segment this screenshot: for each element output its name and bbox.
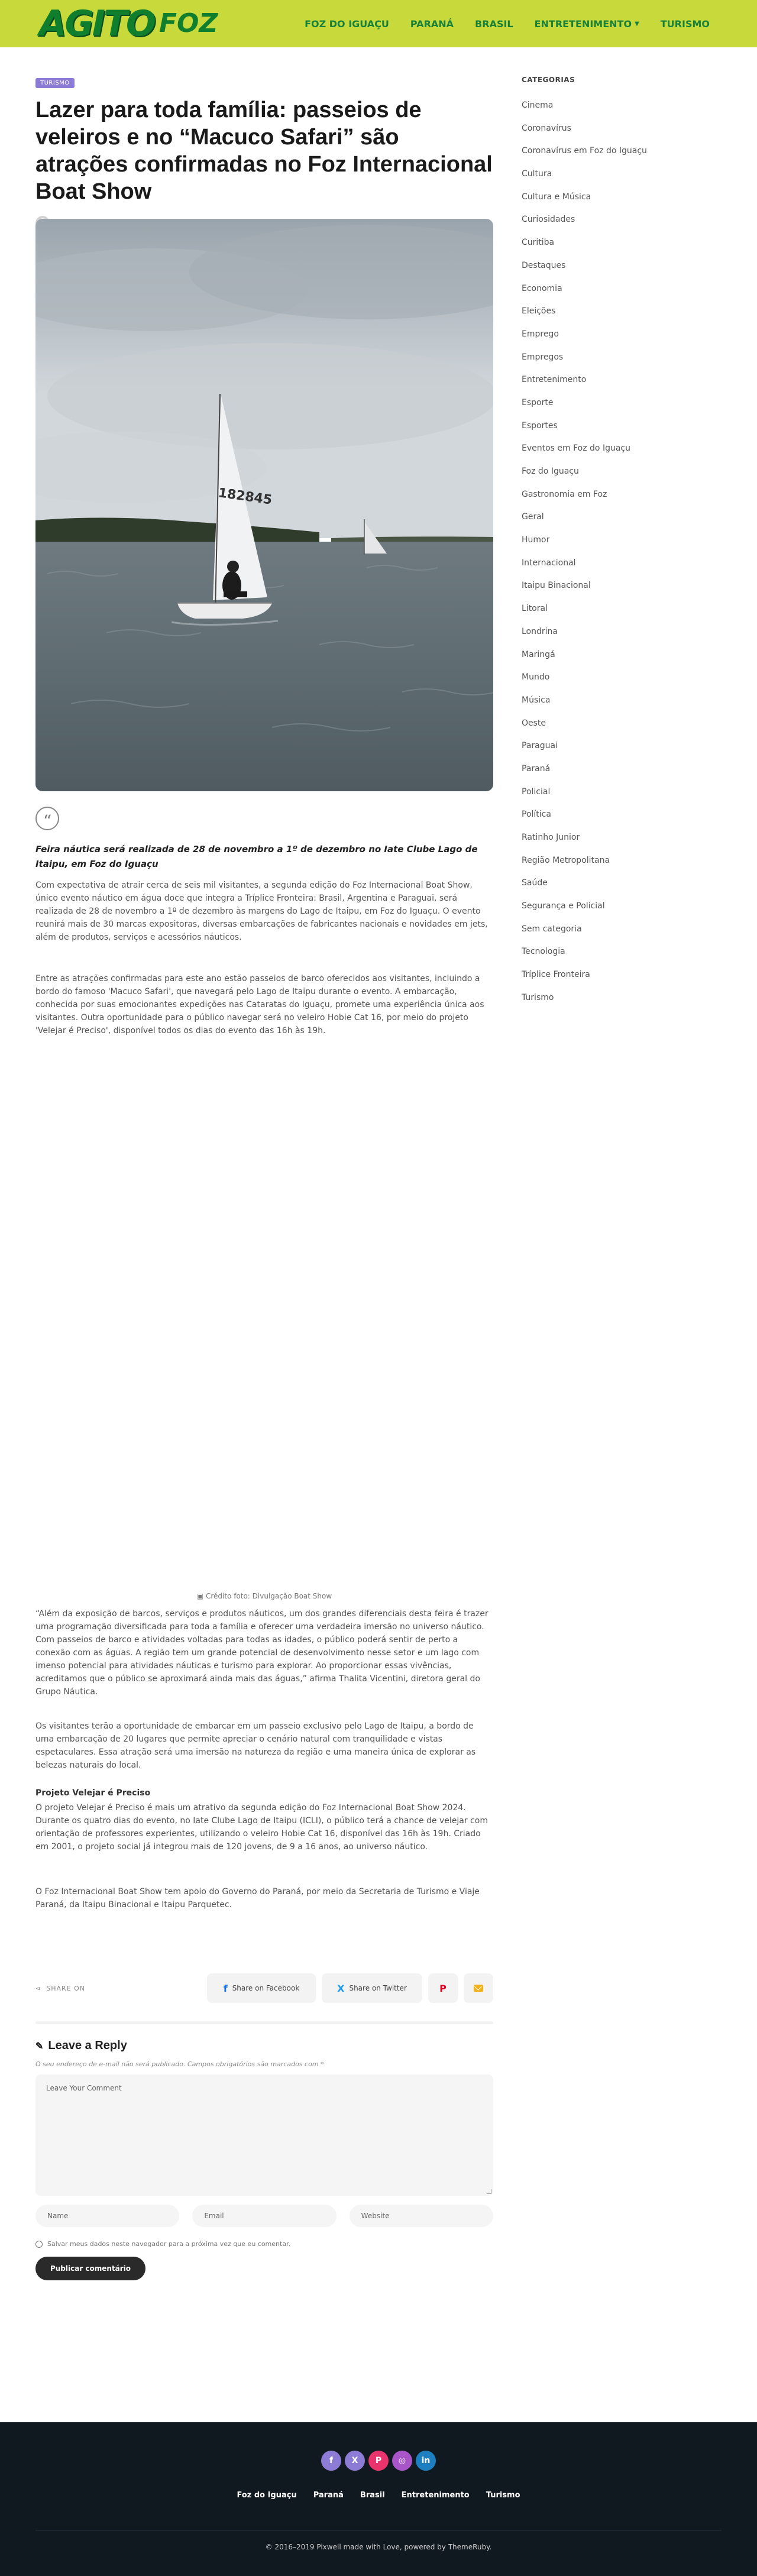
category-list bbox=[522, 101, 722, 1016]
sidebar-category-item[interactable]: Música bbox=[522, 695, 551, 705]
sidebar-category-item[interactable]: Cultura bbox=[522, 169, 552, 179]
twitter-icon[interactable]: X bbox=[345, 2451, 365, 2471]
sidebar-category-item[interactable]: Itaipu Binacional bbox=[522, 581, 591, 591]
comments-note: O seu endereço de e-mail não será publicado. Campos obrigatórios são marcados com * bbox=[35, 2060, 324, 2068]
sidebar-category-item[interactable]: Tríplice Fronteira bbox=[522, 970, 590, 980]
save-data-row bbox=[35, 2240, 290, 2248]
sidebar-category-item[interactable]: Gastronomia em Foz bbox=[522, 489, 607, 499]
sidebar-category-item[interactable]: Turismo bbox=[522, 992, 554, 1002]
sidebar-category-item[interactable]: Segurança e Policial bbox=[522, 901, 605, 911]
sidebar-category-item[interactable]: Paraguai bbox=[522, 741, 558, 751]
sidebar-category-item[interactable]: Foz do Iguaçu bbox=[522, 467, 579, 476]
share-bar bbox=[35, 1972, 493, 2005]
save-data-label: Salvar meus dados neste navegador para a próxima vez que eu comentar. bbox=[47, 2240, 291, 2248]
comments-title bbox=[35, 2039, 127, 2053]
hero-image bbox=[35, 219, 493, 791]
footer-nav-link[interactable]: Turismo bbox=[486, 2491, 520, 2500]
footer-nav bbox=[0, 2491, 757, 2500]
nav-label: FOZ DO IGUAÇU bbox=[305, 18, 389, 30]
image-caption-text: Crédito foto: Divulgação Boat Show bbox=[205, 1592, 332, 1600]
share-twitter-button[interactable] bbox=[322, 1973, 422, 2003]
sidebar-category-item[interactable]: Empregos bbox=[522, 352, 564, 362]
sidebar-category-item[interactable]: Humor bbox=[522, 535, 550, 545]
facebook-icon[interactable]: f bbox=[321, 2451, 341, 2471]
facebook-icon: f bbox=[223, 1982, 228, 1994]
sidebar-category-item[interactable]: Internacional bbox=[522, 558, 576, 568]
share-label-text: SHARE ON bbox=[46, 1984, 85, 1992]
article bbox=[35, 76, 493, 508]
comment-inputs bbox=[35, 2205, 493, 2227]
footer-nav-link[interactable]: Entretenimento bbox=[401, 2491, 470, 2500]
site-logo[interactable] bbox=[39, 4, 218, 44]
instagram-icon[interactable]: ◎ bbox=[392, 2451, 412, 2471]
twitter-icon: X bbox=[337, 1982, 345, 1994]
share-twitter-label: Share on Twitter bbox=[349, 1984, 407, 1992]
camera-icon: ▣ bbox=[196, 1592, 206, 1600]
name-placeholder: Name bbox=[47, 2212, 69, 2220]
social-links bbox=[0, 2451, 757, 2471]
sidebar-category-item[interactable]: Policial bbox=[522, 787, 551, 797]
sidebar-category-item[interactable]: Litoral bbox=[522, 604, 548, 614]
footer-nav-link[interactable]: Brasil bbox=[360, 2491, 385, 2500]
quote-icon: “ bbox=[35, 807, 59, 830]
sidebar-category-item[interactable]: Cultura e Música bbox=[522, 192, 591, 202]
sidebar-category-item[interactable]: Geral bbox=[522, 512, 544, 522]
sidebar-category-item[interactable]: Londrina bbox=[522, 626, 558, 636]
image-caption bbox=[35, 1592, 493, 1600]
copyright: © 2016–2019 Pixwell made with Love, powered by ThemeRuby. bbox=[265, 2543, 492, 2551]
footer-nav-link[interactable]: Paraná bbox=[313, 2491, 344, 2500]
share-label bbox=[35, 1985, 85, 1992]
sidebar-category-item[interactable]: Maringá bbox=[522, 649, 555, 659]
sidebar-category-item[interactable]: Economia bbox=[522, 283, 562, 293]
email-icon bbox=[474, 1985, 483, 1992]
save-data-checkbox[interactable] bbox=[35, 2241, 43, 2248]
sidebar-category-item[interactable]: Coronavírus em Foz do Iguaçu bbox=[522, 146, 647, 156]
nav-label: ENTRETENIMENTO bbox=[534, 18, 632, 30]
sidebar-category-item[interactable]: Paraná bbox=[522, 763, 551, 774]
email-placeholder: Email bbox=[204, 2212, 224, 2220]
sidebar-category-item[interactable]: Curiosidades bbox=[522, 215, 575, 225]
nav-item-parana[interactable] bbox=[410, 18, 454, 30]
footer-nav-link[interactable]: Foz do Iguaçu bbox=[237, 2491, 297, 2500]
sidebar-category-item[interactable]: Emprego bbox=[522, 329, 559, 339]
article-paragraph: Os visitantes terão a oportunidade de embarcar em um passeio exclusivo pelo Lago de Itaipu, a bordo de uma embarcação de 20 lugares que permite apreciar o cenário natural com tranquilidade e vistas espetaculares. Essa atração será uma imersão na natureza da região e uma maneira única de explorar as belezas naturais do local. bbox=[35, 1721, 476, 1770]
sidebar-category-item[interactable]: Esporte bbox=[522, 397, 554, 407]
sidebar-category-item[interactable]: Sem categoria bbox=[522, 924, 582, 934]
pinterest-icon[interactable]: P bbox=[368, 2451, 389, 2471]
comment-placeholder: Leave Your Comment bbox=[46, 2084, 122, 2092]
sidebar-category-item[interactable]: Política bbox=[522, 810, 551, 820]
article-lead: Feira náutica será realizada de 28 de novembro a 1º de dezembro no Iate Clube Lago de Itaipu, em Foz do Iguaçu bbox=[35, 844, 478, 869]
comment-textarea[interactable] bbox=[35, 2075, 493, 2196]
section-heading: Projeto Velejar é Preciso bbox=[35, 1788, 151, 1798]
sidebar-category-item[interactable]: Ratinho Junior bbox=[522, 833, 580, 842]
submit-comment-button[interactable]: Publicar comentário bbox=[35, 2257, 145, 2280]
sidebar-title: CATEGORIAS bbox=[522, 76, 575, 84]
logo-sub-text: FOZ bbox=[158, 8, 218, 38]
resize-handle[interactable] bbox=[487, 2189, 491, 2194]
chevron-down-icon: ▼ bbox=[635, 20, 639, 27]
pinterest-icon: P bbox=[439, 1982, 447, 1994]
nav-label: TURISMO bbox=[660, 18, 710, 30]
nav-label: PARANÁ bbox=[410, 18, 454, 30]
logo-main-text: AGITO bbox=[39, 3, 154, 44]
website-input[interactable] bbox=[350, 2205, 493, 2227]
sidebar-category-item[interactable]: Curitiba bbox=[522, 238, 555, 248]
site-header bbox=[0, 0, 757, 47]
sidebar-category-item[interactable]: Tecnologia bbox=[522, 947, 565, 957]
site-footer bbox=[0, 2422, 757, 2576]
share-facebook-label: Share on Facebook bbox=[232, 1984, 300, 1992]
sidebar-category-item[interactable]: Mundo bbox=[522, 672, 550, 682]
nav-item-turismo[interactable] bbox=[661, 18, 710, 30]
share-facebook-button[interactable] bbox=[207, 1973, 316, 2003]
sidebar-category-item[interactable]: Entretenimento bbox=[522, 375, 587, 385]
divider bbox=[35, 2021, 493, 2024]
nav-label: BRASIL bbox=[475, 18, 513, 30]
sidebar-category-item[interactable]: Oeste bbox=[522, 718, 546, 728]
sidebar-category-item[interactable]: Esportes bbox=[522, 420, 558, 431]
sidebar-category-item[interactable]: Destaques bbox=[522, 260, 566, 270]
linkedin-icon[interactable]: in bbox=[416, 2451, 436, 2471]
comment-icon: ✎ bbox=[35, 2041, 44, 2051]
article-title: Lazer para toda família: passeios de veleiros e no “Macuco Safari” são atrações confirmadas no Foz Internacional Boat Show bbox=[35, 98, 493, 204]
sail-number-text: 182845 bbox=[217, 486, 273, 508]
website-placeholder: Website bbox=[361, 2212, 390, 2220]
email-input[interactable] bbox=[192, 2205, 336, 2227]
article-paragraph: O Foz Internacional Boat Show tem apoio do Governo do Paraná, por meio da Secretaria de Turismo e Viaje Paraná, da Itaipu Binacional e Itaipu Parquetec. bbox=[35, 1887, 480, 1910]
nav-item-entretenimento[interactable] bbox=[535, 18, 639, 30]
name-input[interactable] bbox=[35, 2205, 179, 2227]
sidebar bbox=[522, 76, 722, 1016]
sidebar-category-item[interactable]: Eleições bbox=[522, 306, 556, 316]
nav-item-foz[interactable] bbox=[305, 18, 389, 30]
article-paragraph: O projeto Velejar é Preciso é mais um atrativo da segunda edição do Foz Internacional Boat Show 2024. Durante os quatro dias do evento, no Iate Clube Lago de Itaipu (ICLI), o público terá a chance de velejar com orientação de professores experientes, utilizando o veleiro Hobie Cat 16, disponível das 16h às 19h. Criado em 2001, o projeto social já integrou mais de 120 jovens, de 9 a 16 anos, ao universo náutico. bbox=[35, 1803, 488, 1852]
category-badge[interactable]: TURISMO bbox=[35, 78, 75, 88]
main-nav bbox=[305, 0, 710, 47]
sidebar-category-item[interactable]: Cinema bbox=[522, 101, 554, 110]
share-pinterest-button[interactable] bbox=[428, 1973, 458, 2003]
article-paragraph: Entre as atrações confirmadas para este ano estão passeios de barco oferecidos aos visitantes, incluindo a bordo do famoso 'Macuco Safari', que navegará pelo Lago de Itaipu durante o evento. A embarcação, conhecida por suas emocionantes expedições nas Cataratas do Iguaçu, promete uma experiência única aos visitantes. Outra oportunidade para o público navegar será no veleiro Hobie Cat 16, por meio do projeto 'Velejar é Preciso', disponível todos os dias do evento das 16h às 19h. bbox=[35, 974, 484, 1035]
sidebar-category-item[interactable]: Eventos em Foz do Iguaçu bbox=[522, 444, 630, 454]
article-paragraph: “Além da exposição de barcos, serviços e produtos náuticos, um dos grandes diferenciais desta feira é trazer uma programação diversificada para toda a família e oferecer uma verdadeira imersão no universo náutico. Com passeios de barco e atividades voltadas para todas as idades, o público poderá sentir de perto a conexão com as águas. A região tem um grande potencial de desenvolvimento nesse setor e um lago com imenso potencial para atividades náuticas e turismo para explorar. Ao proporcionar essas vivências, acreditamos que o público se aproximará ainda mais das águas,” afirma Thalita Vicentini, diretora geral do Grupo Náutica. bbox=[35, 1609, 489, 1697]
share-email-button[interactable] bbox=[464, 1973, 493, 2003]
nav-item-brasil[interactable] bbox=[475, 18, 513, 30]
share-buttons bbox=[207, 1973, 493, 2003]
sidebar-category-item[interactable]: Região Metropolitana bbox=[522, 855, 610, 865]
share-icon: ⋖ bbox=[35, 1984, 42, 1992]
sidebar-category-item[interactable]: Saúde bbox=[522, 878, 548, 888]
article-paragraph: Com expectativa de atrair cerca de seis mil visitantes, a segunda edição do Foz Internacional Boat Show, único evento náutico em água doce que integra a Tríplice Fronteira: Brasil, Argentina e Paraguai, será realizada de 28 de novembro a 1º de dezembro às margens do Lago de Itaipu, em Foz do Iguaçu. O evento reunirá mais de 30 marcas expositoras, diversas embarcações de fabricantes nacionais e novidades em jets, além de produtos, serviços e acessórios náuticos. bbox=[35, 881, 488, 942]
comments-title-text: Leave a Reply bbox=[48, 2039, 127, 2052]
sidebar-category-item[interactable]: Coronavírus bbox=[522, 123, 571, 133]
